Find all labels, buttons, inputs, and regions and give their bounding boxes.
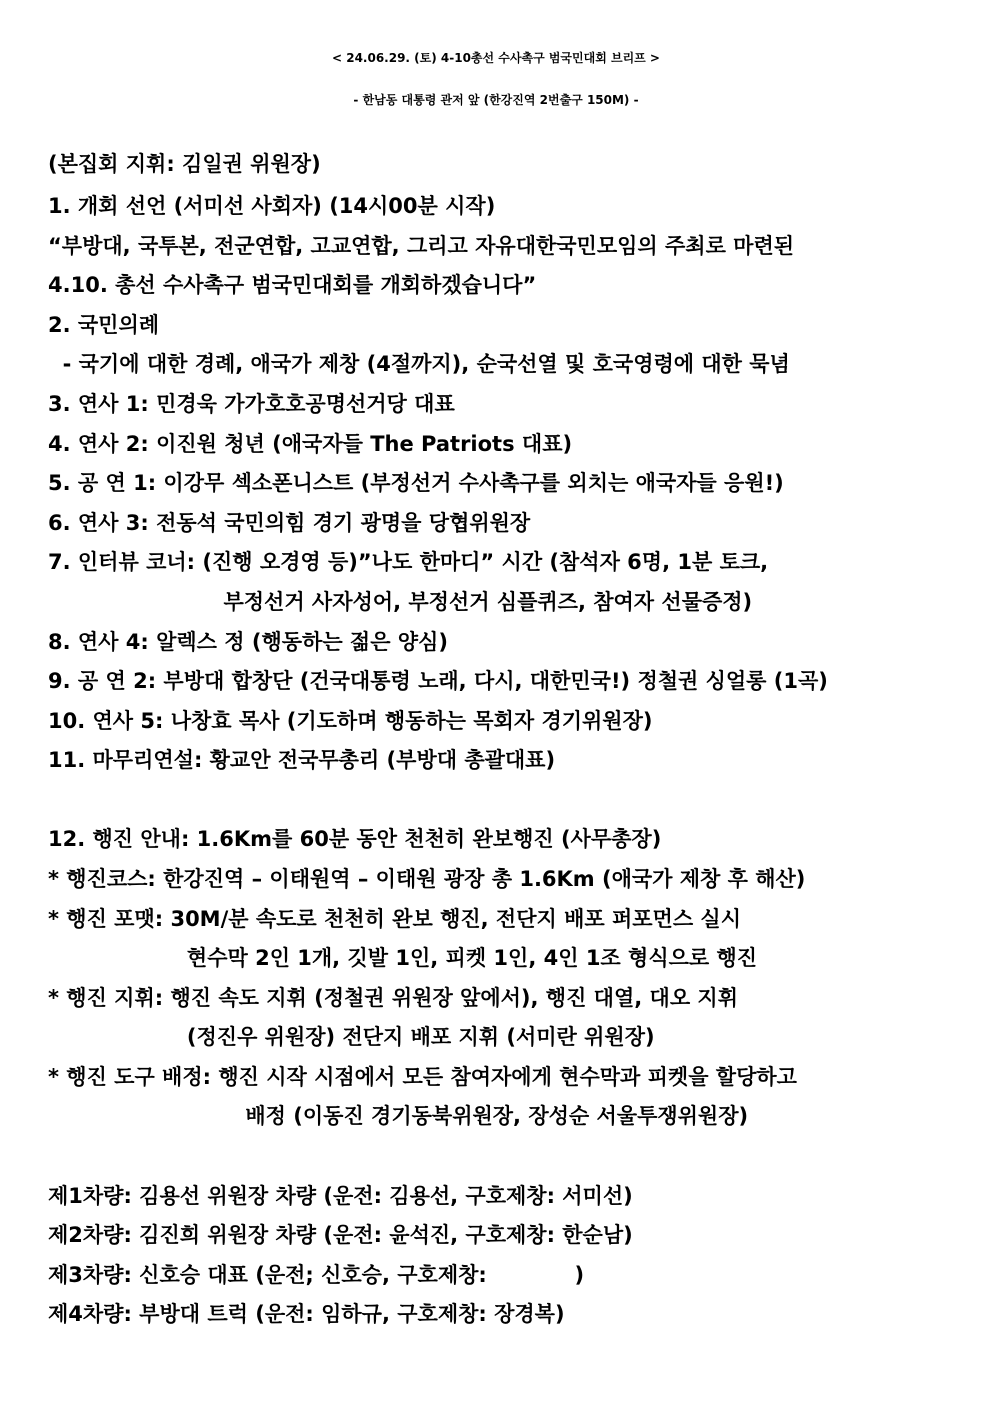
document-title: < 24.06.29. (토) 4-10총선 수사촉구 범국민대회 브리프 >	[331, 51, 660, 65]
ceremony-detail: - 국기에 대한 경례, 애국가 제창 (4절까지), 순국선열 및 호국영령에 대한 묵념	[48, 352, 790, 376]
program-item-closing-speech: 11. 마무리연설: 황교안 전국무총리 (부방대 총괄대표)	[48, 748, 556, 772]
opening-quote-line-1: “부방대, 국투본, 전군연합, 고교연합, 그리고 자유대한국민모임의 주최로 마련된	[48, 234, 795, 258]
program-item-opening: 1. 개회 선언 (서미선 사회자) (14시00분 시작)	[48, 194, 496, 218]
program-item-speaker-1: 3. 연사 1: 민경욱 가가호호공명선거당 대표	[48, 392, 455, 416]
program-item-interview: 7. 인터뷰 코너: (진행 오경영 등)”나도 한마디” 시간 (참석자 6명, 1분 토크,	[48, 550, 769, 574]
program-item-speaker-5: 10. 연사 5: 나창효 목사 (기도하며 행동하는 목회자 경기위원장)	[48, 709, 653, 733]
march-course: * 행진코스: 한강진역 – 이태원역 – 이태원 광장 총 1.6Km (애국가 제창 후 해산)	[48, 867, 806, 891]
vehicle-3: 제3차량: 신호승 대표 (운전; 신호승, 구호제창: )	[48, 1263, 585, 1287]
vehicle-2: 제2차량: 김진희 위원장 차량 (운전: 윤석진, 구호제창: 한순남)	[48, 1223, 633, 1247]
interview-detail: 부정선거 사자성어, 부정선거 심플퀴즈, 참여자 선물증정)	[48, 590, 753, 614]
vehicle-1: 제1차량: 김용선 위원장 차량 (운전: 김용선, 구호제창: 서미선)	[48, 1184, 633, 1208]
march-format: * 행진 포맷: 30M/분 속도로 천천히 완보 행진, 전단지 배포 퍼포먼스 실시	[48, 907, 742, 931]
program-item-speaker-3: 6. 연사 3: 전동석 국민의힘 경기 광명을 당협위원장	[48, 511, 531, 535]
program-item-performance-1: 5. 공 연 1: 이강무 섹소폰니스트 (부정선거 수사촉구를 외치는 애국자들 응원!)	[48, 471, 784, 495]
program-item-speaker-4: 8. 연사 4: 알렉스 정 (행동하는 젊은 양심)	[48, 630, 448, 654]
opening-quote-line-2: 4.10. 총선 수사촉구 범국민대회를 개회하겠습니다”	[48, 273, 537, 297]
march-tools: * 행진 도구 배정: 행진 시작 시점에서 모든 참여자에게 현수막과 피켓을 할당하고	[48, 1065, 797, 1089]
conductor-line: (본집회 지휘: 김일권 위원장)	[48, 152, 321, 176]
march-guide: 12. 행진 안내: 1.6Km를 60분 동안 천천히 완보행진 (사무총장)	[48, 827, 662, 851]
program-item-performance-2: 9. 공 연 2: 부방대 합창단 (건국대통령 노래, 다시, 대한민국!) 정철권 싱얼롱 (1곡)	[48, 669, 828, 693]
march-command-detail: (정진우 위원장) 전단지 배포 지휘 (서미란 위원장)	[48, 1025, 655, 1049]
program-item-speaker-2: 4. 연사 2: 이진원 청년 (애국자들 The Patriots 대표)	[48, 432, 573, 456]
program-item-ceremony: 2. 국민의례	[48, 313, 160, 337]
vehicle-4: 제4차량: 부방대 트럭 (운전: 임하규, 구호제창: 장경복)	[48, 1302, 565, 1326]
document-subtitle-location: - 한남동 대통령 관저 앞 (한강진역 2번출구 150M) -	[353, 93, 639, 107]
march-tools-detail: 배정 (이동진 경기동북위원장, 장성순 서울투쟁위원장)	[48, 1104, 749, 1128]
march-format-detail: 현수막 2인 1개, 깃발 1인, 피켓 1인, 4인 1조 형식으로 행진	[48, 946, 758, 970]
march-command: * 행진 지휘: 행진 속도 지휘 (정철권 위원장 앞에서), 행진 대열, 대오 지휘	[48, 986, 738, 1010]
